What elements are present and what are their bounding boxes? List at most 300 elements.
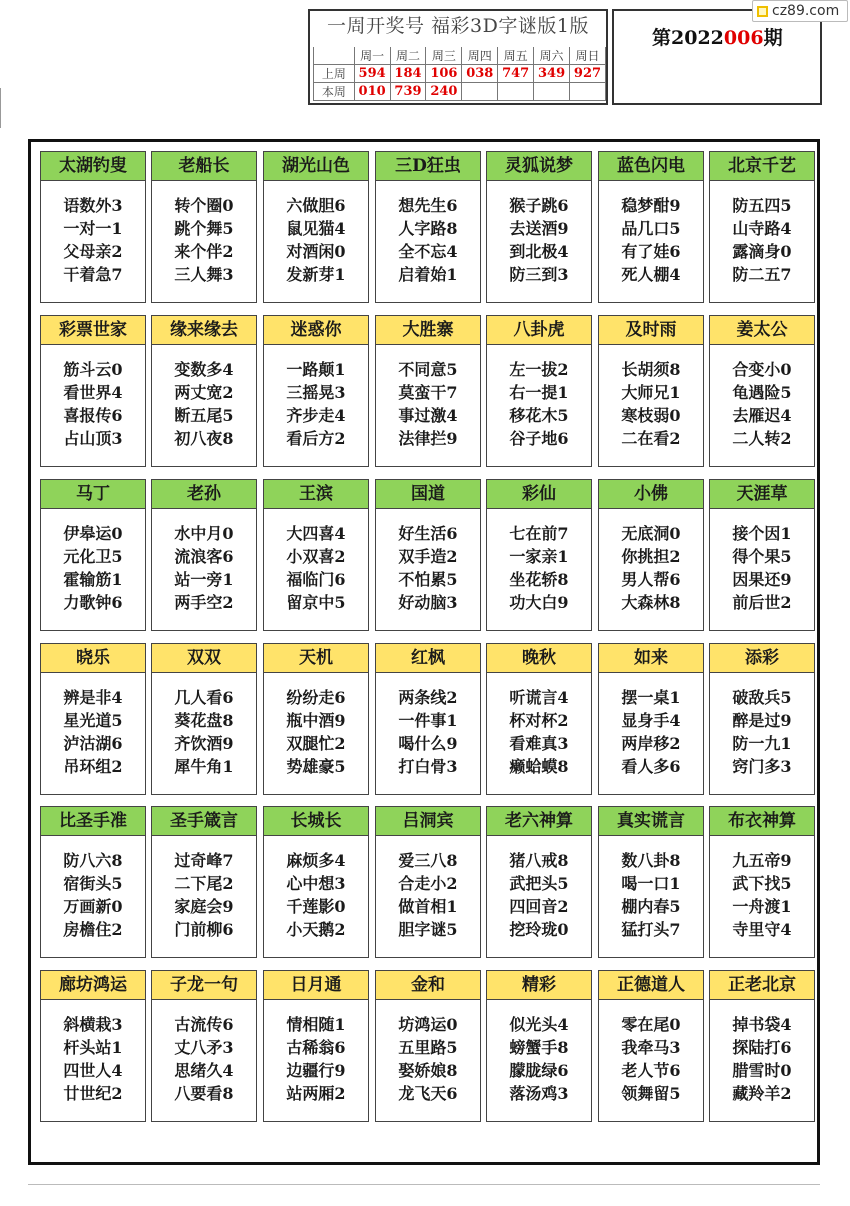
riddle-card — [263, 151, 369, 303]
draw-number — [498, 83, 534, 101]
riddle-line: 霍输筋1 — [63, 570, 123, 589]
riddle-line: 力歌钟6 — [63, 593, 123, 612]
riddle-line: 一路颠1 — [286, 360, 346, 379]
riddle-line: 一家亲1 — [509, 547, 569, 566]
card-title: 马丁 — [41, 480, 145, 509]
riddle-lines — [376, 358, 480, 450]
card-title: 天机 — [264, 644, 368, 673]
riddle-line: 坐花轿8 — [509, 570, 569, 589]
card-title: 北京千艺 — [710, 152, 814, 181]
riddle-line: 小双喜2 — [286, 547, 346, 566]
card-title: 比圣手准 — [41, 807, 145, 836]
riddle-lines — [264, 686, 368, 778]
riddle-lines — [376, 1013, 480, 1105]
riddle-card — [40, 970, 146, 1122]
riddle-line: 伊皋运0 — [63, 524, 123, 543]
watermark-text: cz89.com — [772, 3, 840, 19]
riddle-line: 万画新0 — [63, 897, 123, 916]
riddle-lines — [264, 358, 368, 450]
draw-number — [534, 83, 570, 101]
riddle-line: 两丈宽2 — [174, 383, 234, 402]
riddle-line: 得个果5 — [732, 547, 792, 566]
riddle-line: 去雁迟4 — [732, 406, 792, 425]
card-title: 正德道人 — [599, 971, 703, 1000]
card-title: 彩票世家 — [41, 316, 145, 345]
riddle-lines — [487, 358, 591, 450]
card-title: 老船长 — [152, 152, 256, 181]
riddle-line: 男人帮6 — [621, 570, 681, 589]
riddle-line: 我牵马3 — [621, 1038, 681, 1057]
riddle-line: 势雄豪5 — [286, 757, 346, 776]
riddle-line: 门前柳6 — [174, 920, 234, 939]
riddle-line: 谷子地6 — [509, 429, 569, 448]
site-watermark — [752, 0, 848, 22]
riddle-line: 防一九1 — [732, 734, 792, 753]
riddle-line: 两岸移2 — [621, 734, 681, 753]
card-title: 晚秋 — [487, 644, 591, 673]
riddle-line: 似光头4 — [509, 1015, 569, 1034]
draw-number: 240 — [426, 83, 462, 101]
riddle-line: 寒枝弱0 — [621, 406, 681, 425]
draw-number: 594 — [354, 65, 390, 83]
day-label: 周一 — [354, 47, 390, 65]
riddle-line: 元化卫5 — [63, 547, 123, 566]
riddle-card — [598, 806, 704, 958]
this-week-row — [314, 83, 606, 101]
riddle-card — [598, 970, 704, 1122]
riddle-card — [375, 315, 481, 467]
riddle-card — [151, 479, 257, 631]
riddle-line: 来个伴2 — [174, 242, 234, 261]
riddle-lines — [710, 358, 814, 450]
riddle-line: 长胡须8 — [621, 360, 681, 379]
riddle-lines — [599, 358, 703, 450]
riddle-line: 三人舞3 — [174, 265, 234, 284]
riddle-line: 瓶中酒9 — [286, 711, 346, 730]
riddle-line: 四世人4 — [63, 1061, 123, 1080]
card-title: 真实谎言 — [599, 807, 703, 836]
draw-number: 106 — [426, 65, 462, 83]
riddle-card — [709, 806, 815, 958]
card-title: 太湖钓叟 — [41, 152, 145, 181]
riddle-line: 合变小0 — [732, 360, 792, 379]
riddle-line: 接个因1 — [732, 524, 792, 543]
riddle-line: 留京中5 — [286, 593, 346, 612]
riddle-lines — [264, 194, 368, 286]
riddle-line: 腊雪时0 — [732, 1061, 792, 1080]
riddle-line: 喝什么9 — [398, 734, 458, 753]
riddle-line: 家庭会9 — [174, 897, 234, 916]
riddle-line: 坊鸿运0 — [398, 1015, 458, 1034]
riddle-line: 窍门多3 — [732, 757, 792, 776]
riddle-line: 八要看8 — [174, 1084, 234, 1103]
riddle-lines — [152, 686, 256, 778]
riddle-lines — [41, 194, 145, 286]
weekly-draw-table — [308, 9, 608, 105]
riddle-line: 过奇峰7 — [174, 851, 234, 870]
riddle-lines — [264, 522, 368, 614]
riddle-card — [40, 151, 146, 303]
riddle-line: 齐步走4 — [286, 406, 346, 425]
card-title: 精彩 — [487, 971, 591, 1000]
card-title: 缘来缘去 — [152, 316, 256, 345]
riddle-line: 你挑担2 — [621, 547, 681, 566]
riddle-line: 斜横栽3 — [63, 1015, 123, 1034]
riddle-line: 癞蛤蟆8 — [509, 757, 569, 776]
riddle-line: 好生活6 — [398, 524, 458, 543]
draw-grid — [313, 47, 606, 101]
riddle-line: 打白骨3 — [398, 757, 458, 776]
draw-number: 010 — [354, 83, 390, 101]
riddle-line: 筋斗云0 — [63, 360, 123, 379]
riddle-lines — [376, 194, 480, 286]
riddle-line: 变数多4 — [174, 360, 234, 379]
riddle-line: 右一提1 — [509, 383, 569, 402]
riddle-line: 朦胧绿6 — [509, 1061, 569, 1080]
riddle-line: 丈八矛3 — [174, 1038, 234, 1057]
issue-number-value: 006 — [723, 27, 764, 49]
riddle-line: 龙飞天6 — [398, 1084, 458, 1103]
riddle-line: 边疆行9 — [286, 1061, 346, 1080]
issue-number — [652, 23, 783, 50]
riddle-line: 喜报传6 — [63, 406, 123, 425]
riddle-card — [263, 315, 369, 467]
issue-number-box — [612, 9, 822, 105]
riddle-line: 两条线2 — [398, 688, 458, 707]
riddle-line: 初八夜8 — [174, 429, 234, 448]
riddle-line: 看后方2 — [286, 429, 346, 448]
riddle-line: 棚内春5 — [621, 897, 681, 916]
riddle-line: 螃蟹手8 — [509, 1038, 569, 1057]
riddle-line: 双腿忙2 — [286, 734, 346, 753]
day-label: 周五 — [498, 47, 534, 65]
card-title: 蓝色闪电 — [599, 152, 703, 181]
riddle-line: 一舟渡1 — [732, 897, 792, 916]
riddle-line: 看人多6 — [621, 757, 681, 776]
riddle-lines — [152, 849, 256, 941]
riddle-line: 人字路8 — [398, 219, 458, 238]
riddle-card — [40, 643, 146, 795]
riddle-line: 九五帝9 — [732, 851, 792, 870]
riddle-line: 房檐住2 — [63, 920, 123, 939]
riddle-lines — [599, 686, 703, 778]
riddle-line: 星光道5 — [63, 711, 123, 730]
riddle-line: 法律拦9 — [398, 429, 458, 448]
card-title: 圣手箴言 — [152, 807, 256, 836]
riddle-lines — [599, 194, 703, 286]
riddle-line: 思绪久4 — [174, 1061, 234, 1080]
riddle-card — [151, 315, 257, 467]
riddle-card — [151, 806, 257, 958]
riddle-line: 破敌兵5 — [732, 688, 792, 707]
riddle-line: 福临门6 — [286, 570, 346, 589]
riddle-line: 看世界4 — [63, 383, 123, 402]
riddle-line: 显身手4 — [621, 711, 681, 730]
card-title: 灵狐说梦 — [487, 152, 591, 181]
draw-number: 927 — [570, 65, 606, 83]
card-title: 晓乐 — [41, 644, 145, 673]
riddle-line: 想先生6 — [398, 196, 458, 215]
riddle-lines — [152, 194, 256, 286]
draw-number: 747 — [498, 65, 534, 83]
riddle-lines — [152, 358, 256, 450]
card-title: 金和 — [376, 971, 480, 1000]
riddle-lines — [599, 849, 703, 941]
card-title: 如来 — [599, 644, 703, 673]
riddle-line: 六做胆6 — [286, 196, 346, 215]
riddle-line: 前后世2 — [732, 593, 792, 612]
card-title: 老六神算 — [487, 807, 591, 836]
draw-number — [462, 83, 498, 101]
riddle-card — [40, 806, 146, 958]
draw-number: 184 — [390, 65, 426, 83]
day-label: 周三 — [426, 47, 462, 65]
card-title: 布衣神算 — [710, 807, 814, 836]
riddle-line: 心中想3 — [286, 874, 346, 893]
riddle-line: 一对一1 — [63, 219, 123, 238]
page-edge-mark — [0, 88, 1, 128]
riddle-line: 落汤鸡3 — [509, 1084, 569, 1103]
riddle-card — [709, 315, 815, 467]
riddle-lines — [41, 522, 145, 614]
card-title: 迷惑你 — [264, 316, 368, 345]
riddle-line: 左一拔2 — [509, 360, 569, 379]
riddle-line: 大森林8 — [621, 593, 681, 612]
riddle-line: 二在看2 — [621, 429, 681, 448]
riddle-card — [375, 151, 481, 303]
riddle-lines — [264, 849, 368, 941]
riddle-lines — [599, 522, 703, 614]
riddle-line: 猪八戒8 — [509, 851, 569, 870]
riddle-lines — [41, 358, 145, 450]
riddle-lines — [710, 686, 814, 778]
riddle-line: 跳个舞5 — [174, 219, 234, 238]
riddle-card — [40, 315, 146, 467]
riddle-line: 廿世纪2 — [63, 1084, 123, 1103]
riddle-line: 站两厢2 — [286, 1084, 346, 1103]
riddle-line: 大师兄1 — [621, 383, 681, 402]
riddle-card — [598, 315, 704, 467]
riddle-lines — [710, 1013, 814, 1105]
riddle-line: 七在前7 — [509, 524, 569, 543]
riddle-line: 古稀翁6 — [286, 1038, 346, 1057]
riddle-lines — [599, 1013, 703, 1105]
draw-number: 349 — [534, 65, 570, 83]
riddle-card — [486, 970, 592, 1122]
day-label: 周六 — [534, 47, 570, 65]
draw-number — [570, 83, 606, 101]
riddle-card — [375, 970, 481, 1122]
riddle-line: 不同意5 — [398, 360, 458, 379]
draw-number: 739 — [390, 83, 426, 101]
riddle-line: 千莲影0 — [286, 897, 346, 916]
card-title: 天涯草 — [710, 480, 814, 509]
card-title: 湖光山色 — [264, 152, 368, 181]
card-title: 姜太公 — [710, 316, 814, 345]
riddle-line: 站一旁1 — [174, 570, 234, 589]
riddle-line: 齐饮酒9 — [174, 734, 234, 753]
riddle-line: 占山顶3 — [63, 429, 123, 448]
riddle-line: 有了娃6 — [621, 242, 681, 261]
riddle-lines — [487, 194, 591, 286]
riddle-line: 转个圈0 — [174, 196, 234, 215]
row-label: 本周 — [314, 83, 355, 101]
riddle-line: 领舞留5 — [621, 1084, 681, 1103]
riddle-lines — [376, 522, 480, 614]
riddle-line: 看难真3 — [509, 734, 569, 753]
riddle-lines — [376, 849, 480, 941]
day-header-row — [314, 47, 606, 65]
riddle-line: 喝一口1 — [621, 874, 681, 893]
card-title: 添彩 — [710, 644, 814, 673]
riddle-line: 泸沽湖6 — [63, 734, 123, 753]
header-title: 一周开奖号 福彩3D字谜版1版 — [327, 15, 589, 37]
riddle-lines — [487, 849, 591, 941]
riddle-line: 寺里守4 — [732, 920, 792, 939]
riddle-line: 龟遇险5 — [732, 383, 792, 402]
riddle-card — [598, 643, 704, 795]
riddle-line: 胆字谜5 — [398, 920, 458, 939]
card-title: 小佛 — [599, 480, 703, 509]
day-label: 周二 — [390, 47, 426, 65]
riddle-line: 好动脑3 — [398, 593, 458, 612]
riddle-line: 零在尾0 — [621, 1015, 681, 1034]
riddle-line: 品几口5 — [621, 219, 681, 238]
riddle-card — [263, 643, 369, 795]
riddle-card — [598, 479, 704, 631]
issue-suffix: 期 — [763, 27, 783, 49]
riddle-card — [263, 479, 369, 631]
riddle-card — [375, 479, 481, 631]
card-title: 子龙一句 — [152, 971, 256, 1000]
riddle-lines — [152, 522, 256, 614]
card-title: 正老北京 — [710, 971, 814, 1000]
riddle-line: 断五尾5 — [174, 406, 234, 425]
riddle-line: 爱三八8 — [398, 851, 458, 870]
card-title: 廊坊鸿运 — [41, 971, 145, 1000]
riddle-card — [375, 643, 481, 795]
riddle-line: 二下尾2 — [174, 874, 234, 893]
riddle-line: 娶娇娘8 — [398, 1061, 458, 1080]
riddle-line: 大四喜4 — [286, 524, 346, 543]
riddle-line: 古流传6 — [174, 1015, 234, 1034]
card-title: 吕洞宾 — [376, 807, 480, 836]
row-label: 上周 — [314, 65, 355, 83]
card-title: 八卦虎 — [487, 316, 591, 345]
riddle-line: 事过激4 — [398, 406, 458, 425]
riddle-line: 启着始1 — [398, 265, 458, 284]
riddle-card — [709, 479, 815, 631]
riddle-line: 做首相1 — [398, 897, 458, 916]
riddle-line: 防五四5 — [732, 196, 792, 215]
riddle-card — [375, 806, 481, 958]
riddle-line: 露滴身0 — [732, 242, 792, 261]
riddle-line: 流浪客6 — [174, 547, 234, 566]
riddle-lines — [41, 1013, 145, 1105]
riddle-line: 猴子跳6 — [509, 196, 569, 215]
riddle-line: 宿街头5 — [63, 874, 123, 893]
riddle-line: 鼠见猫4 — [286, 219, 346, 238]
riddle-line: 探陆打6 — [732, 1038, 792, 1057]
riddle-line: 猛打头7 — [621, 920, 681, 939]
riddle-lines — [41, 849, 145, 941]
riddle-line: 纷纷走6 — [286, 688, 346, 707]
riddle-line: 移花木5 — [509, 406, 569, 425]
riddle-card — [151, 151, 257, 303]
riddle-card — [263, 806, 369, 958]
riddle-card — [151, 643, 257, 795]
card-title: 彩仙 — [487, 480, 591, 509]
riddle-line: 干着急7 — [63, 265, 123, 284]
riddle-line: 犀牛角1 — [174, 757, 234, 776]
riddle-line: 山寺路4 — [732, 219, 792, 238]
riddle-card — [486, 315, 592, 467]
riddle-line: 防八六8 — [63, 851, 123, 870]
issue-prefix: 第2022 — [652, 27, 724, 49]
card-title: 三D狂虫 — [376, 152, 480, 181]
card-title: 王滨 — [264, 480, 368, 509]
riddle-line: 去送酒9 — [509, 219, 569, 238]
riddle-line: 杯对杯2 — [509, 711, 569, 730]
riddle-line: 水中月0 — [174, 524, 234, 543]
riddle-line: 听谎言4 — [509, 688, 569, 707]
card-title: 长城长 — [264, 807, 368, 836]
riddle-lines — [710, 194, 814, 286]
day-label: 周四 — [462, 47, 498, 65]
riddle-lines — [41, 686, 145, 778]
draw-number: 038 — [462, 65, 498, 83]
riddle-card — [709, 970, 815, 1122]
riddle-card — [709, 151, 815, 303]
riddle-line: 三摇晃3 — [286, 383, 346, 402]
card-title: 红枫 — [376, 644, 480, 673]
riddle-line: 父母亲2 — [63, 242, 123, 261]
riddle-line: 辨是非4 — [63, 688, 123, 707]
riddle-card — [709, 643, 815, 795]
riddle-card — [263, 970, 369, 1122]
card-title: 大胜寨 — [376, 316, 480, 345]
footer-divider — [28, 1184, 820, 1185]
riddle-card — [486, 151, 592, 303]
riddle-line: 两手空2 — [174, 593, 234, 612]
riddle-lines — [264, 1013, 368, 1105]
riddle-line: 不怕累5 — [398, 570, 458, 589]
riddle-line: 老人节6 — [621, 1061, 681, 1080]
riddle-lines — [710, 849, 814, 941]
riddle-line: 小天鹅2 — [286, 920, 346, 939]
riddle-line: 掉书袋4 — [732, 1015, 792, 1034]
riddle-line: 数八卦8 — [621, 851, 681, 870]
riddle-card — [598, 151, 704, 303]
card-title: 及时雨 — [599, 316, 703, 345]
riddle-lines — [487, 522, 591, 614]
logo-icon — [757, 6, 768, 17]
riddle-line: 因果还9 — [732, 570, 792, 589]
riddle-line: 到北极4 — [509, 242, 569, 261]
riddle-line: 双手造2 — [398, 547, 458, 566]
riddle-line: 葵花盘8 — [174, 711, 234, 730]
riddle-line: 发新芽1 — [286, 265, 346, 284]
card-title: 老孙 — [152, 480, 256, 509]
riddle-line: 对酒闲0 — [286, 242, 346, 261]
riddle-line: 死人棚4 — [621, 265, 681, 284]
riddle-card — [486, 806, 592, 958]
riddle-line: 武把头5 — [509, 874, 569, 893]
riddle-line: 无底洞0 — [621, 524, 681, 543]
riddle-line: 全不忘4 — [398, 242, 458, 261]
riddle-line: 武下找5 — [732, 874, 792, 893]
riddle-line: 防二五7 — [732, 265, 792, 284]
